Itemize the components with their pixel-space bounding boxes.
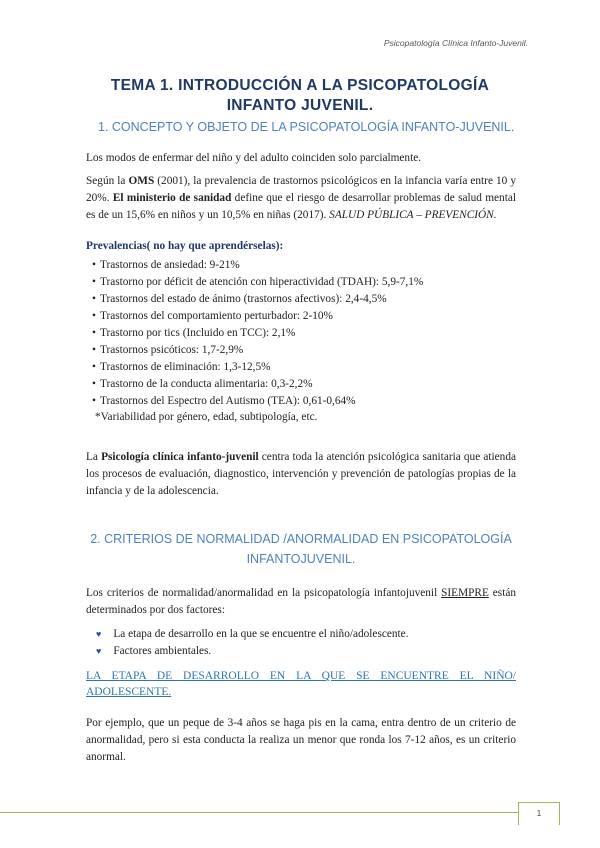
list-item-text: Trastornos de ansiedad: 9-21% [99, 259, 240, 271]
list-item-text: Trastornos de eliminación: 1,3-12,5% [99, 361, 271, 373]
siempre-underlined: SIEMPRE [441, 587, 489, 599]
heart-bullet-icon: ♥ [96, 645, 102, 656]
heart-bullet-icon: ♥ [96, 629, 102, 639]
list-item-text: Trastornos psicóticos: 1,7-2,9% [99, 344, 244, 356]
page-number: 1 [536, 809, 542, 818]
list-item [92, 274, 423, 291]
bullet-icon: • [92, 293, 96, 305]
section2-heading-line-1: 2. CRITERIOS DE NORMALIDAD /ANORMALIDAD EN PSICOPATOLOGÍA [90, 532, 512, 546]
clinic-paragraph [86, 449, 516, 499]
running-header: Psicopatología Clínica Infanto-Juvenil. [383, 38, 528, 48]
list-item [92, 325, 423, 342]
bullet-icon: • [92, 378, 96, 390]
title-line-1: TEMA 1. INTRODUCCIÓN A LA PSICOPATOLOGÍA [110, 77, 490, 94]
factors-list [96, 626, 409, 659]
bullet-icon: • [92, 327, 96, 339]
clinic-text-2: centra toda la atención psicológica sanitaria que atienda los procesos de evaluación, diagnostico, intervención y prevención de patologías propias de la infancia y de la adolescencia. [86, 451, 516, 497]
list-item [92, 376, 423, 393]
ministerio-bold: El ministerio de sanidad [112, 191, 232, 204]
ministerio-text: define que el riesgo de desarrollar problemas de salud mental es de un 15,6% en niños y un 10,5% en niñas (2017). [86, 191, 516, 221]
intro-paragraph: Los modos de enfermar del niño y del adulto coinciden solo parcialmente. [86, 152, 422, 164]
section1-heading: 1. CONCEPTO Y OBJETO DE LA PSICOPATOLOGÍA INFANTO-JUVENIL. [98, 120, 515, 134]
prevalencias-list [92, 257, 423, 410]
salud-publica-italic: SALUD PÚBLICA – PREVENCIÓN. [329, 208, 497, 221]
list-item-text: Trastorno de la conducta alimentaria: 0,3-2,2% [99, 378, 313, 390]
bullet-icon: • [92, 395, 96, 407]
list-item-text: La etapa de desarrollo en la que se encuentre el niño/adolescente. [113, 628, 409, 640]
list-item [92, 342, 423, 359]
list-item-text: Trastornos del comportamiento perturbador: 2-10% [99, 310, 333, 322]
list-item [92, 291, 423, 308]
criteria-text-1: Los criterios de normalidad/anormalidad en la psicopatología infantojuvenil [86, 587, 442, 599]
bullet-icon: • [92, 361, 96, 373]
page-number-box [518, 802, 560, 825]
oms-text-2: (2001), la prevalencia de trastornos psicológicos en la infancia varía entre 10 y 20%. [86, 175, 516, 204]
list-item [96, 643, 409, 660]
bullet-icon: • [92, 344, 96, 356]
criteria-text-2: están determinados por dos factores: [86, 587, 516, 616]
list-item [92, 257, 423, 274]
list-item-text: Trastorno por déficit de atención con hiperactividad (TDAH): 5,9-7,1% [99, 276, 424, 288]
list-item [92, 393, 423, 410]
bullet-icon: • [92, 310, 96, 322]
clinic-text-1: La [86, 451, 102, 463]
list-item [92, 359, 423, 376]
list-item [96, 626, 409, 643]
bullet-icon: • [92, 276, 96, 288]
etapa-subheading: LA ETAPA DE DESARROLLO EN LA QUE SE ENCUENTRE EL NIÑO/ ADOLESCENTE. [86, 670, 516, 698]
list-item-text: Trastornos del estado de ánimo (trastornos afectivos): 2,4-4,5% [99, 293, 387, 305]
section2-heading [86, 529, 516, 569]
list-item-text: Factores ambientales. [113, 644, 212, 657]
title-line-2: INFANTO JUVENIL. [226, 97, 374, 114]
footer-rule [0, 812, 518, 813]
bullet-icon: • [92, 259, 96, 271]
oms-text-1: Según la [86, 175, 129, 187]
example-paragraph: Por ejemplo, que un peque de 3-4 años se haga pis en la cama, entra dentro de un criterio de anormalidad, pero si esta conducta la realiza un menor que ronda los 7-12 años, es un criterio anormal. [86, 717, 516, 763]
page-title [0, 76, 600, 116]
list-item [92, 308, 423, 325]
clinic-bold: Psicología clínica infanto-juvenil [101, 451, 259, 463]
section2-heading-line-2: INFANTOJUVENIL. [246, 552, 356, 566]
variability-note: *Variabilidad por género, edad, subtipología, etc. [95, 411, 318, 423]
oms-bold: OMS [128, 175, 155, 187]
prevalencias-title: Prevalencias( no hay que aprendérselas): [86, 240, 284, 252]
list-item-text: Trastorno por tics (Incluido en TCC): 2,1% [99, 327, 296, 339]
criteria-paragraph [86, 585, 516, 619]
oms-paragraph [86, 173, 516, 223]
list-item-text: Trastornos del Espectro del Autismo (TEA): 0,61-0,64% [99, 395, 356, 407]
